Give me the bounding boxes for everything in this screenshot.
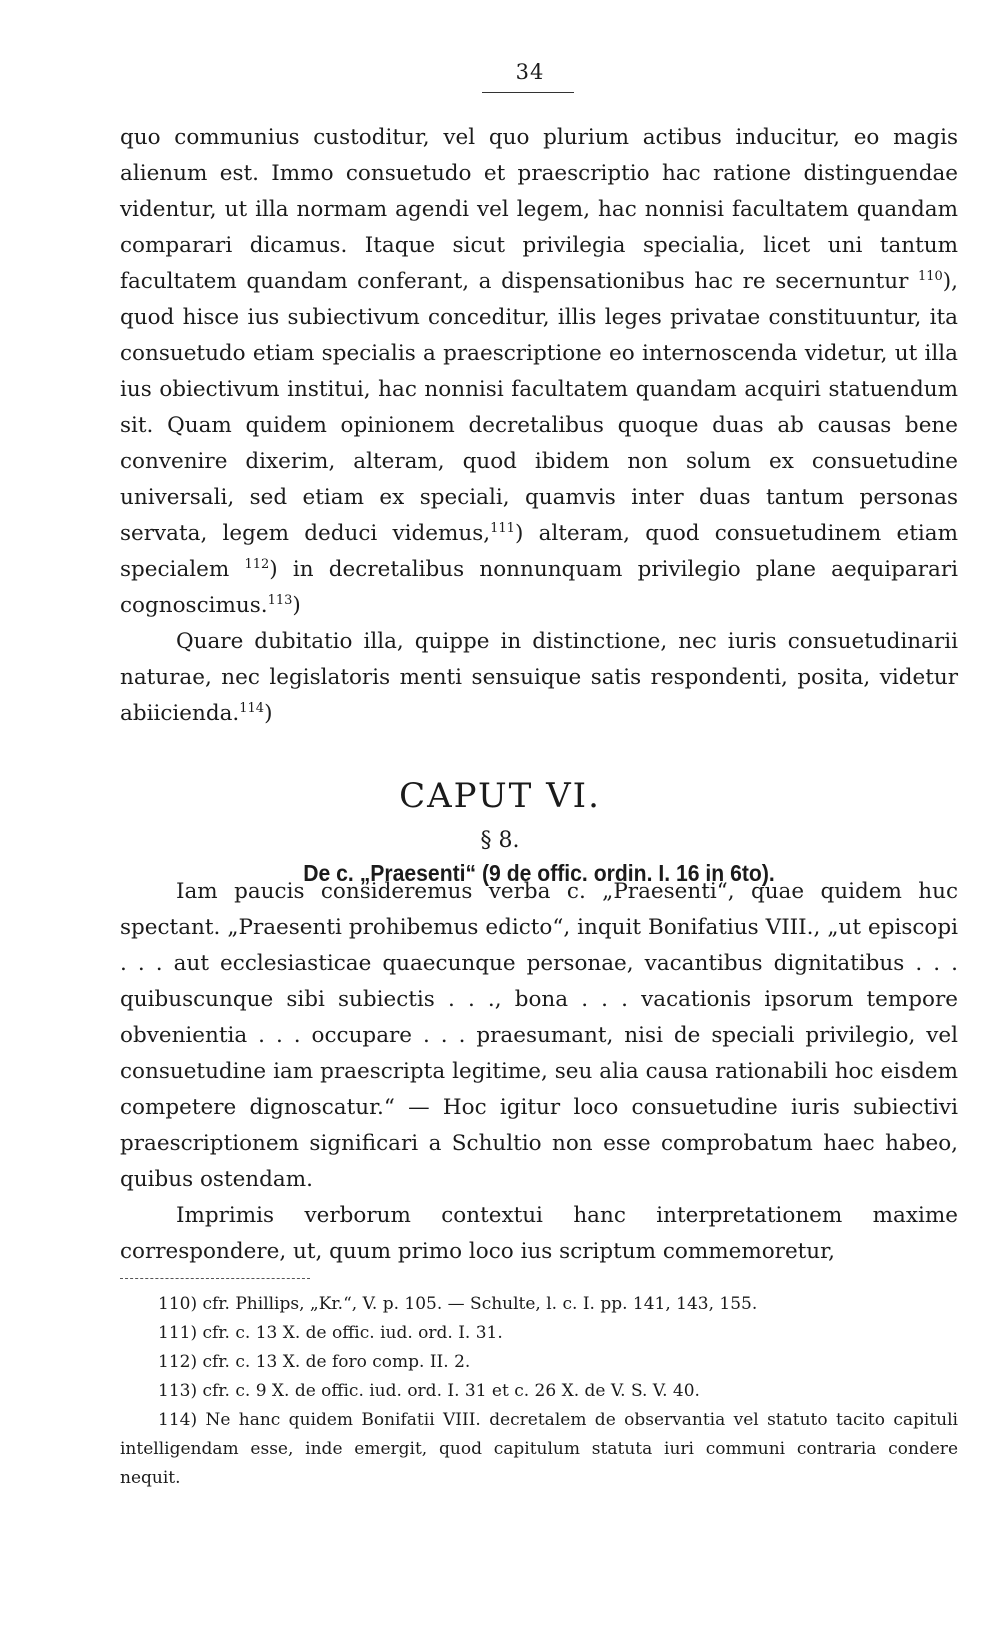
paragraph-2-text-a: Quare dubitatio illa, quippe in distinctione, nec iuris consuetudinarii naturae, nec legislatoris menti sensuique satis respondenti, posita, videtur abiicienda. bbox=[120, 629, 958, 726]
paragraph-2-text-b: ) bbox=[264, 701, 273, 726]
paragraph-1-text-b: ), quod hisce ius subiectivum conceditur, illis leges privatae constituuntur, ita consuetudo etiam specialis a praescriptione eo internoscenda videtur, ut illa ius obiectivum institui, hac nonnisi facultatem quandam acquiri statuendum sit. Quam quidem opinionem decretalibus quoque duas ab causas bene convenire dixerim, alteram, quod ibidem non solum ex consuetudine universali, sed etiam ex speciali, quamvis inter duas tantum personas servata, legem deduci videmus, bbox=[120, 269, 958, 546]
footnote-ref-114: 114 bbox=[239, 700, 265, 716]
paragraph-1-text-c: ) alteram, quod consuetudinem etiam specialem bbox=[120, 521, 958, 582]
footnote-ref-113: 113 bbox=[267, 592, 293, 608]
paragraph-1-text-a: quo communius custoditur, vel quo plurium actibus inducitur, eo magis alienum est. Immo consuetudo et praescriptio hac ratione distinguendae videntur, ut illa normam agendi vel legem, hac nonnisi facultatem quandam comparari dicamus. Itaque sicut privilegia specialia, licet uni tantum facultatem quandam conferant, a dispensationibus hac re secernuntur bbox=[120, 125, 958, 294]
paragraph-1-text-d: ) in decretalibus nonnunquam privilegio plane aequiparari cognoscimus. bbox=[120, 557, 958, 618]
footnote-114: 114) Ne hanc quidem Bonifatii VIII. decretalem de observantia vel statuto tacito capituli intelligendam esse, inde emergit, quod capitulum statuta iuri communi contraria condere nequit. bbox=[120, 1410, 958, 1488]
footnote-ref-112: 112 bbox=[244, 556, 270, 572]
page-number: 34 bbox=[515, 60, 545, 84]
paragraph-1-text-e: ) bbox=[292, 593, 301, 618]
footnote-ref-110: 110 bbox=[917, 268, 943, 284]
section-heading: De c. „Praesenti“ (9 de offic. ordin. I. 16 in 6to). bbox=[303, 860, 775, 886]
paragraph-1 bbox=[120, 120, 958, 624]
footnote-ref-111: 111 bbox=[490, 520, 515, 536]
section-number: § 8. bbox=[480, 828, 520, 853]
footnote-112: 112) cfr. c. 13 X. de foro comp. II. 2. bbox=[158, 1352, 471, 1372]
footnote-separator bbox=[120, 1278, 310, 1279]
footnotes bbox=[120, 1290, 958, 1493]
footnote-110: 110) cfr. Phillips, „Kr.“, V. p. 105. — Schulte, l. c. I. pp. 141, 143, 155. bbox=[158, 1294, 758, 1314]
paragraph-4: Imprimis verborum contextui hanc interpretationem maxime correspondere, ut, quum primo loco ius scriptum commemoretur, bbox=[120, 1203, 958, 1264]
page-number-rule bbox=[482, 92, 574, 93]
paragraph-3: Iam paucis consideremus verba c. „Praesenti“, quae quidem huc spectant. „Praesenti prohibemus edicto“, inquit Bonifatius VIII., „ut episcopi . . . aut ecclesiasticae quaecunque personae, vacantibus dignitatibus . . . quibuscunque sibi subiectis . . ., bona . . . vacationis ipsorum tempore obvenientia . . . occupare . . . praesumant, nisi de speciali privilegio, vel consuetudine iam praescripta legitime, seu alia causa rationabili hoc eisdem competere dignoscatur.“ — Hoc igitur loco consuetudine iuris subiectivi praescriptionem significari a Schultio non esse comprobatum haec habeo, quibus ostendam. bbox=[120, 879, 958, 1192]
body-text-lower bbox=[120, 874, 958, 1270]
chapter-heading: CAPUT VI. bbox=[399, 776, 601, 816]
footnote-111: 111) cfr. c. 13 X. de offic. iud. ord. I. 31. bbox=[158, 1323, 503, 1343]
footnote-113: 113) cfr. c. 9 X. de offic. iud. ord. I. 31 et c. 26 X. de V. S. V. 40. bbox=[158, 1381, 700, 1401]
paragraph-2 bbox=[120, 624, 958, 732]
body-text-upper bbox=[120, 120, 958, 732]
